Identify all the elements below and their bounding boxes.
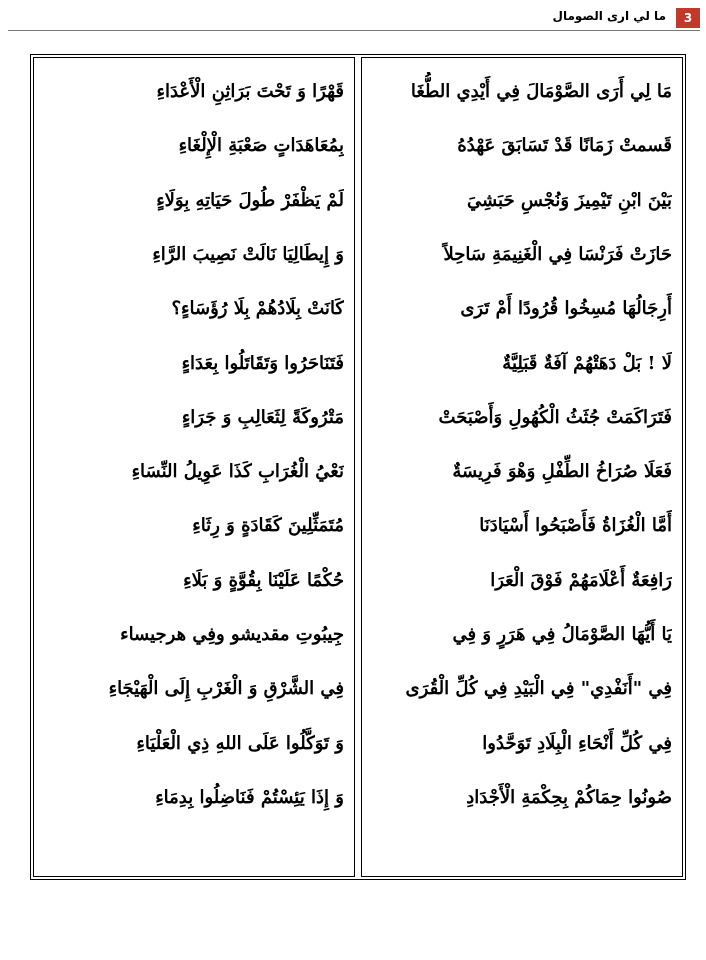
verse-second-hemistich: قَهْرًا وَ تَحْتَ بَرَاثِنِ الْأَعْدَاءِ (156, 81, 344, 102)
verse-second-hemistich: مَتْرُوكَةً لِثَعَالِبِ وَ جَرَاءٍ (181, 406, 344, 428)
verse-first-hemistich: لَا ! بَلْ دَهَتْهُمْ آفَةٌ قَبَلِيَّةٌ (502, 352, 672, 374)
verse-first-hemistich: صُونُوا حِمَاكُمْ بِحِكْمَةِ الْأَجْدَادِ (466, 786, 672, 808)
verse-second-hemistich: جِيبُوتِ مقديشو وفِي هرجيساء (120, 624, 344, 645)
left-column (33, 57, 355, 877)
verse-second-hemistich: بِمُعَاهَدَاتٍ صَعْبَةِ الْإِلْغَاءِ (178, 135, 344, 157)
verse-first-hemistich: مَا لِي أَرَى الصَّوْمَالَ فِي أَيْدِي الطُّغَا (410, 81, 672, 102)
verse-first-hemistich: فِي "أَنَفْدِي" فِي الْبَيْدِ فِي كُلِّ الْقُرَى (405, 678, 672, 700)
verse-first-hemistich: رَافِعَةٌ أَعْلَامَهُمْ فَوْقَ الْعَرَا (490, 569, 672, 591)
verse-second-hemistich: نَعْيُ الْغُرَابِ كَذَا عَوِيلُ النِّسَاءِ (131, 461, 344, 483)
verse-second-hemistich: فِي الشَّرْقِ وَ الْغَرْبِ إِلَى الْهَيْجَاءِ (108, 678, 344, 700)
verse-first-hemistich: يَا أَيُّهَا الصَّوْمَالُ فِي هَرَرٍ وَ فِي (452, 624, 672, 645)
verse-first-hemistich: قَسمتْ زَمَانًا قَدْ تَسَابَقَ عَهْدُهُ (457, 135, 672, 157)
page-header (8, 8, 700, 31)
verse-first-hemistich: فِي كُلِّ أَنْحَاءِ الْبِلَادِ تَوَحَّدُوا (482, 732, 672, 754)
verse-second-hemistich: حُكْمًا عَلَيْنَا بِقُوَّةٍ وَ بَلَاءِ (183, 569, 344, 591)
verse-first-hemistich: فَتَرَاكَمَتْ جُثَثُ الْكُهُولِ وَأَصْبَحَتْ (438, 406, 672, 428)
poem-frame (30, 54, 686, 880)
verse-second-hemistich: وَ تَوَكَّلُوا عَلَى اللهِ ذِي الْعَلْيَاءِ (136, 732, 344, 754)
verse-first-hemistich: حَازَتْ فَرَنْسَا فِي الْغَنِيمَةِ سَاحِلاً (443, 243, 672, 265)
verse-second-hemistich: كَانَتْ بِلَادُهُمْ بِلَا رُؤَسَاءٍ؟ (171, 298, 344, 320)
verse-first-hemistich: أَمَّا الْغُزَاةُ فَأَصْبَحُوا أَسْيَادَنَا (479, 515, 672, 537)
verse-first-hemistich: أَرِجَالُهَا مُسِخُوا قُرُودًا أَمْ تَرَى (460, 298, 672, 320)
verse-second-hemistich: فَتَنَاحَرُوا وَتَقَاتَلُوا بِعَدَاءٍ (181, 352, 344, 374)
verse-second-hemistich: مُتَمَثِّلِينَ كَقَادَةٍ وَ رِثَاءِ (192, 515, 344, 537)
page-number-badge: 3 (676, 8, 700, 28)
verse-first-hemistich: بَيْنَ ابْنِ تَيْمِيزَ وَنُجْسِ حَبَشِيَ (466, 189, 672, 211)
right-column (361, 57, 683, 877)
verse-second-hemistich: وَ إِيطَالِيَا نَالَتْ نَصِيبَ الرَّاءِ (152, 243, 344, 265)
header-title: ما لي ارى الصومال (552, 9, 666, 23)
verse-second-hemistich: لَمْ يَظْفَرْ طُولَ حَيَاتِهِ بِوَلَاءٍ (156, 189, 344, 211)
verse-first-hemistich: فَعَلَا صُرَاخُ الطِّفْلِ وَهْوَ فَرِيسَةٌ (452, 461, 672, 483)
verse-second-hemistich: وَ إِذَا يَئِسْتُمْ فَنَاضِلُوا بِدِمَاءِ (155, 786, 344, 808)
